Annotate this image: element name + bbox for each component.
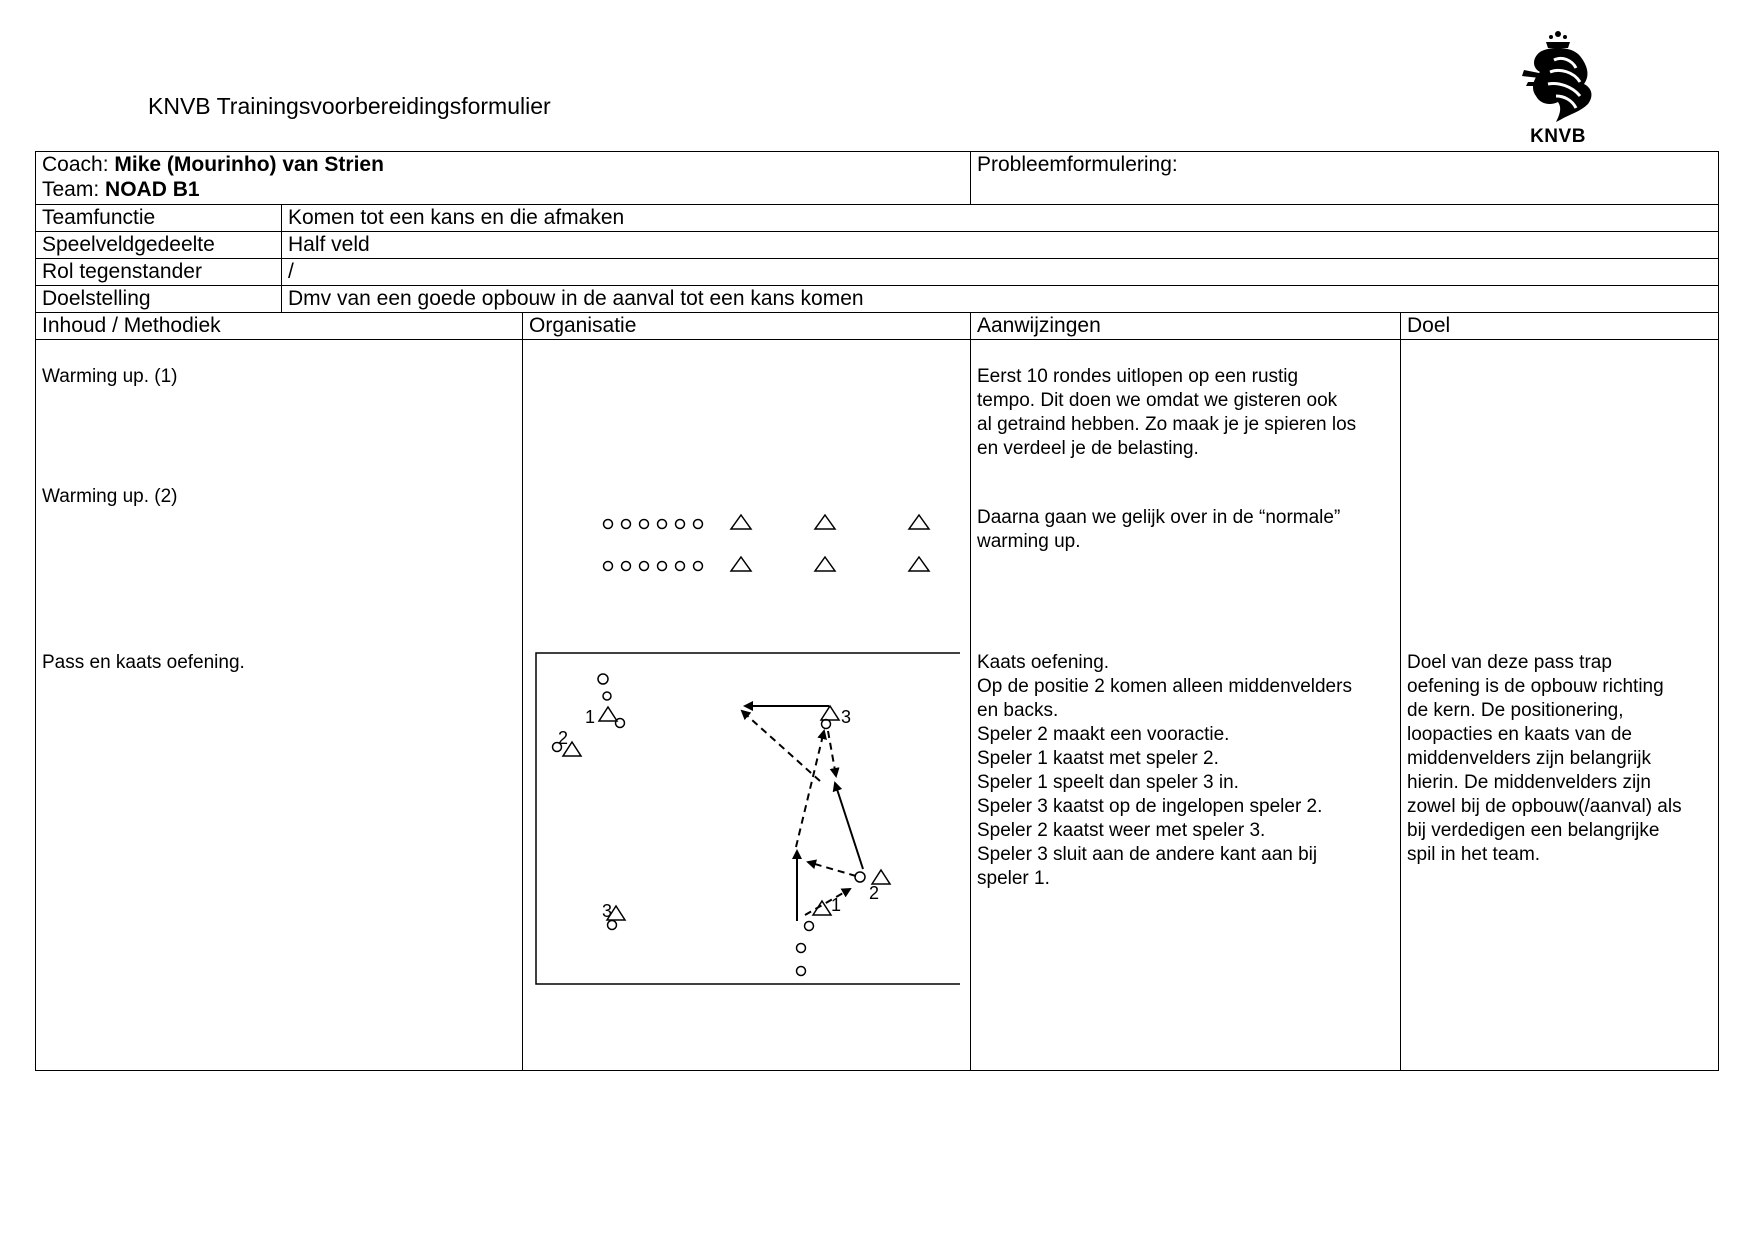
cone-triangle — [909, 557, 929, 571]
player-label: 1 — [831, 895, 842, 915]
text-line: warming up. — [977, 531, 1081, 552]
text-line: Speler 2 maakt een vooractie. — [977, 724, 1230, 745]
coach-line — [42, 153, 384, 177]
player-row-2 — [604, 562, 703, 571]
text-line: Op de positie 2 komen alleen middenvelders — [977, 676, 1352, 697]
text-line: Speler 3 kaatst op de ingelopen speler 2. — [977, 796, 1323, 817]
column-header-aanwijzingen: Aanwijzingen — [977, 314, 1101, 337]
cone-triangle — [821, 706, 839, 720]
text-line: Eerst 10 rondes uitlopen op een rustig — [977, 366, 1299, 387]
run-arrow-solid — [835, 783, 863, 869]
pass-arrow-dashed — [808, 862, 856, 876]
info-label-doelstelling: Doelstelling — [42, 287, 151, 310]
text-line: Doel van deze pass trap — [1407, 652, 1612, 673]
info-label-speelveldgedeelte: Speelveldgedeelte — [42, 233, 215, 256]
document-title: KNVB Trainingsvoorbereidingsformulier — [148, 93, 551, 119]
player-circle — [822, 720, 831, 729]
text-line: Kaats oefening. — [977, 652, 1110, 673]
player-circle — [658, 562, 667, 571]
text-line: Speler 1 kaatst met speler 2. — [977, 748, 1219, 769]
text-line: zowel bij de opbouw(/aanval) als — [1407, 796, 1682, 817]
text-line: tempo. Dit doen we omdat we gisteren ook — [977, 390, 1338, 411]
player-circle — [694, 562, 703, 571]
player-circle — [598, 674, 608, 684]
player-circle — [616, 719, 625, 728]
text-line: de kern. De positionering, — [1407, 700, 1624, 721]
cone-triangle — [731, 557, 751, 571]
team-label: Team: — [42, 178, 100, 201]
team-name: NOAD B1 — [105, 178, 200, 201]
aanwijzingen-warming-up-1 — [977, 365, 1356, 461]
player-circle — [603, 692, 611, 700]
player-circle — [855, 872, 865, 882]
text-line: middenvelders zijn belangrijk — [1407, 748, 1651, 769]
column-header-inhoud: Inhoud / Methodiek — [42, 314, 221, 337]
info-label-rol-tegenstander: Rol tegenstander — [42, 260, 202, 283]
player-circle — [658, 520, 667, 529]
player-circle — [622, 520, 631, 529]
text-line: speler 1. — [977, 868, 1050, 889]
probleem-label: Probleemformulering: — [977, 153, 1178, 176]
aanwijzingen-pass-kaats — [977, 651, 1352, 891]
player-circle — [797, 944, 806, 953]
cone-triangle — [599, 707, 617, 721]
info-value-rol-tegenstander: / — [288, 260, 294, 283]
text-line: loopacties en kaats van de — [1407, 724, 1632, 745]
cone-triangle — [815, 557, 835, 571]
player-row-1 — [604, 520, 703, 529]
player-circle — [676, 520, 685, 529]
text-line: al getraind hebben. Zo maak je je spieren los — [977, 414, 1357, 435]
cone-triangle — [815, 515, 835, 529]
pass-arrow-dashed — [796, 731, 824, 847]
lion-icon — [1510, 26, 1606, 126]
player-circle — [604, 562, 613, 571]
pass-arrow-dashed — [805, 889, 850, 915]
field-boundary — [536, 653, 960, 984]
info-label-teamfunctie: Teamfunctie — [42, 206, 156, 229]
text-line: Speler 3 sluit aan de andere kant aan bij — [977, 844, 1318, 865]
pass-arrow-dashed — [742, 711, 820, 781]
player-label: 1 — [585, 707, 596, 727]
cone-triangle — [731, 515, 751, 529]
player-circle — [608, 921, 617, 930]
text-line: oefening is de opbouw richting — [1407, 676, 1664, 697]
text-line: Daarna gaan we gelijk over in de “normale” — [977, 507, 1341, 528]
player-label: 2 — [869, 883, 880, 903]
pass-arrow-dashed — [828, 731, 836, 776]
text-line: Speler 1 speelt dan speler 3 in. — [977, 772, 1239, 793]
player-circle — [640, 562, 649, 571]
text-line: en backs. — [977, 700, 1059, 721]
exercise-name-warming-up-2: Warming up. (2) — [42, 486, 178, 507]
cone-markers — [731, 515, 929, 571]
exercise-name-pass-kaats: Pass en kaats oefening. — [42, 652, 245, 673]
text-line: Speler 2 kaatst weer met speler 3. — [977, 820, 1266, 841]
player-circle — [797, 967, 806, 976]
doel-pass-kaats — [1407, 651, 1682, 867]
text-line: hierin. De middenvelders zijn — [1407, 772, 1651, 793]
warming-up-diagram — [555, 491, 955, 581]
text-line: en verdeel je de belasting. — [977, 438, 1199, 459]
aanwijzingen-warming-up-2 — [977, 506, 1340, 554]
text-line: spil in het team. — [1407, 844, 1541, 865]
column-header-organisatie: Organisatie — [529, 314, 637, 337]
pass-kaats-diagram — [530, 651, 960, 991]
player-circle — [676, 562, 685, 571]
info-value-doelstelling: Dmv van een goede opbouw in de aanval tot een kans komen — [288, 287, 864, 310]
knvb-logo — [1510, 26, 1606, 148]
exercise-name-warming-up-1: Warming up. (1) — [42, 366, 178, 387]
player-label: 3 — [602, 901, 613, 921]
player-circle — [622, 562, 631, 571]
player-label: 2 — [558, 728, 569, 748]
text-line: bij verdedigen een belangrijke — [1407, 820, 1660, 841]
info-value-teamfunctie: Komen tot een kans en die afmaken — [288, 206, 625, 229]
player-label: 3 — [841, 707, 852, 727]
player-circle — [805, 922, 814, 931]
coach-label: Coach: — [42, 153, 109, 176]
coach-name: Mike (Mourinho) van Strien — [114, 153, 384, 176]
training-form-table — [35, 151, 1719, 1071]
info-value-speelveldgedeelte: Half veld — [288, 233, 370, 256]
team-line — [42, 178, 200, 202]
player-circle — [604, 520, 613, 529]
logo-text: KNVB — [1530, 126, 1586, 147]
column-header-doel: Doel — [1407, 314, 1451, 337]
cone-triangle — [909, 515, 929, 529]
cone-triangle — [872, 870, 890, 884]
player-circle — [694, 520, 703, 529]
player-circle — [640, 520, 649, 529]
